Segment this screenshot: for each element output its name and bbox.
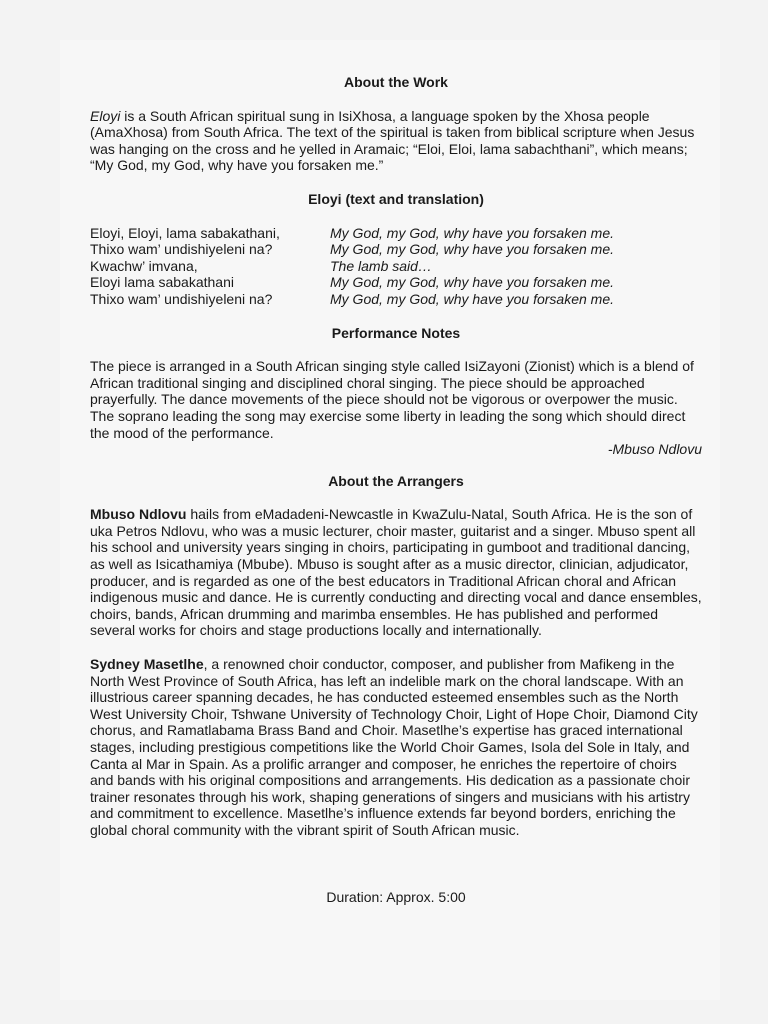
work-title: Eloyi: [90, 107, 121, 124]
lyric-line: [90, 241, 702, 258]
attribution: -Mbuso Ndlovu: [607, 441, 702, 458]
arranger-bio-text: hails from eMadadeni-Newcastle in KwaZulu-Natal, South Africa. He is the son of uka Petros Ndlovu, who was a music lecturer, choir master, guitarist and a singer. Mbuso spent all his school and university years singing in choirs, participating in gumboot and traditional dancing, as well as Isicathamiya (Mbube). Mbuso is sought after as a music director, clinician, adjudicator, producer, and is regarded as one of the best educators in Traditional African choral and African indigenous music and dance. He is currently conducting and directing vocal and dance ensembles, choirs, bands, African drumming and marimba ensembles. He has published and performed several works for choirs and stage productions locally and internationally.: [90, 506, 702, 639]
lyric-line: [90, 291, 702, 308]
lyric-text: Thixo wam’ undishiyeleni na?: [90, 290, 273, 307]
performance-notes-text: The piece is arranged in a South African singing style called IsiZayoni (Zionist) which is a blend of African traditional singing and disciplined choral singing. The piece should be approached prayerfully. The dance movements of the piece should not be vigorous or overpower the music. The soprano leading the song may exercise some liberty in leading the song which should direct the mood of the performance.: [90, 358, 694, 441]
lyric-text: Thixo wam’ undishiyeleni na?: [90, 241, 273, 258]
lyric-line: [90, 225, 702, 242]
lyric-line: [90, 274, 702, 291]
lyrics-heading: Eloyi (text and translation): [308, 190, 484, 207]
about-work-paragraph: [90, 108, 702, 174]
lyric-translation: My God, my God, why have you forsaken me.: [330, 290, 615, 307]
arrangers-heading: About the Arrangers: [328, 472, 464, 489]
about-work-text: is a South African spiritual sung in IsiXhosa, a language spoken by the Xhosa people (AmaXhosa) from South Africa. The text of the spiritual is taken from biblical scripture when Jesus was hanging on the cross and he yelled in Aramaic; “Eloi, Eloi, lama sabachthani”, which means; “My God, my God, why have you forsaken me.”: [90, 107, 695, 174]
lyric-translation: My God, my God, why have you forsaken me.: [330, 241, 615, 258]
performance-notes-heading: Performance Notes: [331, 324, 461, 341]
lyric-translation: My God, my God, why have you forsaken me.: [330, 224, 615, 241]
arranger-bio-masetlhe: [90, 656, 702, 839]
lyrics-table: [90, 225, 702, 308]
lyric-translation: The lamb said…: [330, 257, 432, 274]
document-body: [90, 74, 702, 905]
arranger-name: Mbuso Ndlovu: [90, 506, 187, 523]
lyric-translation: My God, my God, why have you forsaken me.: [330, 274, 615, 291]
lyric-text: Eloyi lama sabakathani: [90, 274, 234, 291]
duration: Duration: Approx. 5:00: [326, 888, 466, 905]
lyric-text: Kwachw’ imvana,: [90, 257, 198, 274]
about-work-heading: About the Work: [344, 74, 448, 90]
lyric-text: Eloyi, Eloyi, lama sabakathani,: [90, 224, 280, 241]
arranger-bio-text: , a renowned choir conductor, composer, and publisher from Mafikeng in the North West Province of South Africa, has left an indelible mark on the choral landscape. With an illustrious career spanning decades, he has conducted esteemed ensembles such as the North West University Choir, Tshwane University of Technology Choir, Light of Hope Choir, Diamond City chorus, and Ramatlabama Brass Band and Choir. Masetlhe’s expertise has graced international stages, including prestigious competitions like the World Choir Games, Isola del Sole in Italy, and Canta al Mar in Spain. As a prolific arranger and composer, he enriches the repertoire of choirs and bands with his original compositions and arrangements. His dedication as a passionate choir trainer resonates through his work, shaping generations of singers and musicians with his artistry and commitment to excellence. Masetlhe’s influence extends far beyond borders, enriching the global choral community with the vibrant spirit of South African music.: [90, 656, 698, 838]
lyric-line: [90, 258, 702, 275]
arranger-name: Sydney Masetlhe: [90, 656, 204, 673]
arranger-bio-ndlovu: [90, 506, 702, 639]
